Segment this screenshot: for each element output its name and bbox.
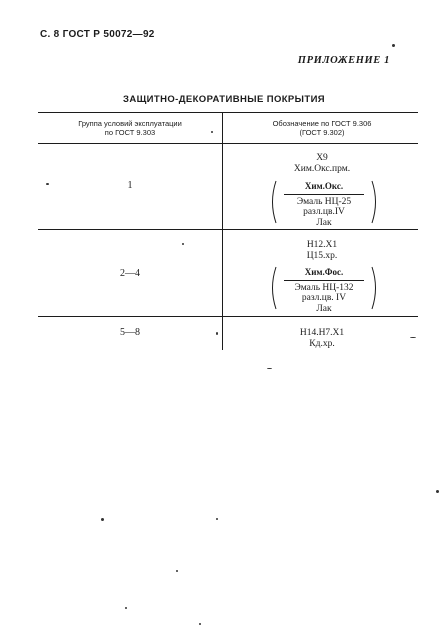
row-1-coating-line: Х9 <box>316 153 328 163</box>
row-3-coating-line: Кд.хр. <box>309 339 335 349</box>
row-1-layer-line: Эмаль НЦ-25 <box>296 196 352 207</box>
column-header-designation <box>226 119 418 137</box>
scan-speck <box>101 518 104 521</box>
row-1-coating-line: Хим.Окс.прм. <box>293 164 351 174</box>
scan-speck <box>182 243 184 245</box>
left-parenthesis-icon <box>268 180 278 224</box>
table-title: ЗАЩИТНО-ДЕКОРАТИВНЫЕ ПОКРЫТИЯ <box>122 94 326 105</box>
right-parenthesis-icon <box>370 180 380 224</box>
row-1-fraction-rule <box>284 194 364 195</box>
scan-speck <box>176 570 178 572</box>
row-1-coating <box>226 153 418 175</box>
row-1-group: 1 <box>127 180 133 191</box>
row-1-layer-group <box>268 180 380 228</box>
row-3-group: 5—8 <box>120 327 140 338</box>
column-header-designation-line1: Обозначение по ГОСТ 9.306 <box>272 119 372 128</box>
column-header-group-line2: по ГОСТ 9.303 <box>104 128 156 137</box>
row-3-coating-line: Н14.Н7.Х1 <box>299 328 345 338</box>
scan-speck <box>216 332 218 335</box>
row-2-border <box>38 316 418 317</box>
row-2-group: 2—4 <box>120 268 140 279</box>
row-2-layer-line: разл.цв. IV <box>301 293 347 303</box>
table-top-border <box>38 112 418 113</box>
row-1-border <box>38 229 418 230</box>
row-3-coating <box>226 328 418 350</box>
row-2-coating-line: Н12.Х1 <box>306 240 338 250</box>
row-2-layer-line: Эмаль НЦ-132 <box>294 282 354 293</box>
header-row-border <box>38 143 418 144</box>
page-header: С. 8 ГОСТ Р 50072—92 <box>40 29 155 40</box>
scan-speck <box>125 607 127 609</box>
row-1-layer-line: Лак <box>316 217 332 228</box>
scan-speck <box>216 518 218 520</box>
appendix-label: ПРИЛОЖЕНИЕ 1 <box>297 55 390 66</box>
scan-speck <box>211 131 213 133</box>
row-2-layer-head: Хим.Фос. <box>304 267 344 277</box>
row-1-layer-line: разл.цв.IV <box>303 207 345 217</box>
row-2-layer-group <box>268 266 380 314</box>
scan-speck <box>410 337 416 338</box>
column-header-group-line1: Группа условий эксплуатации <box>78 119 182 128</box>
scan-speck <box>267 368 272 369</box>
row-2-coating <box>226 240 418 262</box>
column-divider <box>222 112 223 350</box>
row-2-fraction-rule <box>284 280 364 281</box>
scan-speck <box>46 183 49 185</box>
column-header-designation-line2: (ГОСТ 9.302) <box>299 128 345 137</box>
row-2-layer-line: Лак <box>316 303 332 314</box>
left-parenthesis-icon <box>268 266 278 310</box>
row-2-coating-line: Ц15.хр. <box>306 251 338 261</box>
scan-speck <box>199 623 201 625</box>
row-1-layer-head: Хим.Окс. <box>304 181 344 191</box>
scan-speck <box>392 44 395 47</box>
column-header-group <box>40 119 220 137</box>
right-parenthesis-icon <box>370 266 380 310</box>
scan-speck <box>436 490 439 493</box>
